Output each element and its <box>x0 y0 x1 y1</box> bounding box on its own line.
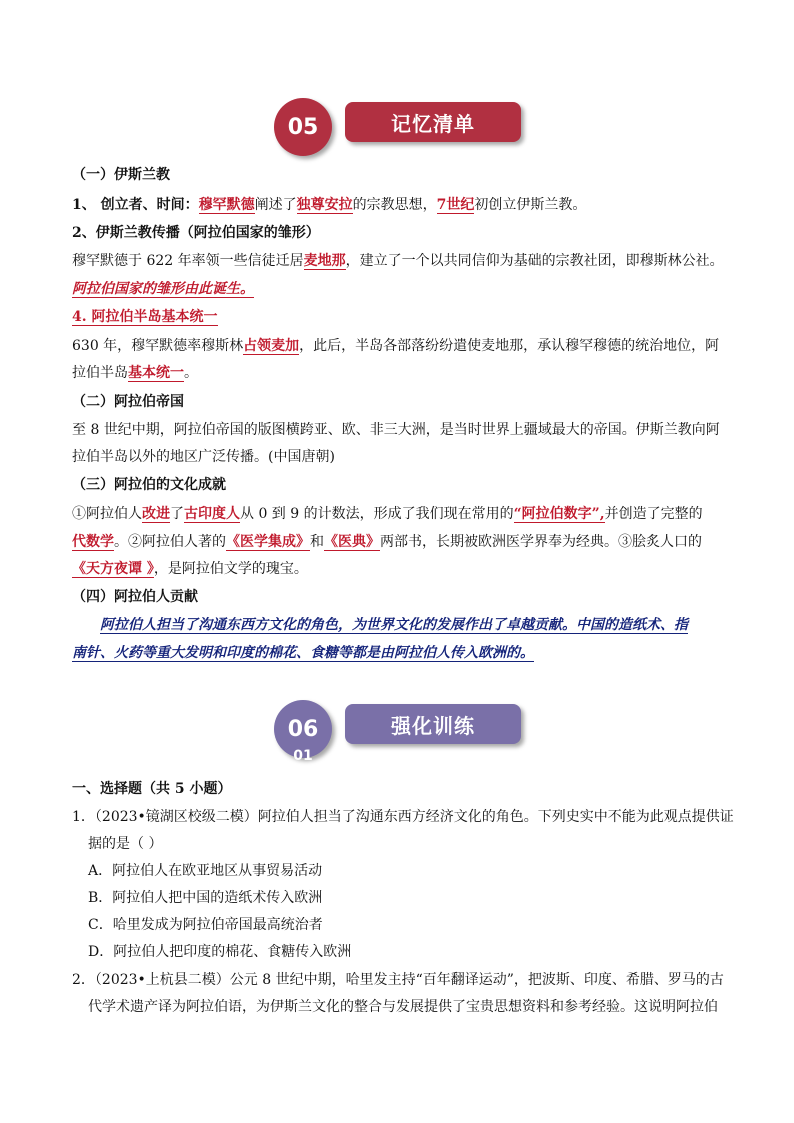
line-culture-3: 《天方夜谭 》，是阿拉伯文学的瑰宝。 <box>72 561 308 577</box>
line-contribution-1: 阿拉伯人担当了沟通东西方文化的角色，为世界文化的发展作出了卓越贡献。中国的造纸术、指 <box>100 617 688 633</box>
section-banner-06 <box>0 700 794 764</box>
option-a[interactable]: A．阿拉伯人在欧亚地区从事贸易活动 <box>88 863 323 879</box>
line-prototype: 阿拉伯国家的雏形由此诞生。 <box>72 281 254 297</box>
heading-contribution: （四）阿拉伯人贡献 <box>72 589 198 605</box>
line-mecca: 630 年，穆罕默德率穆斯林占领麦加，此后，半岛各部落纷纷遣使麦地那，承认穆罕穆德的统治地位，阿 <box>72 338 720 354</box>
section-number-badge: 05 <box>274 98 332 156</box>
line-unified: 拉伯半岛基本统一。 <box>72 365 198 381</box>
heading-choice: 一、选择题（共 5 小题） <box>72 781 232 797</box>
line-culture-1: ①阿拉伯人改进了古印度人从 0 到 9 的计数法，形成了我们现在常用的“阿拉伯数字”,并创造了完整的 <box>72 506 703 522</box>
heading-empire: （二）阿拉伯帝国 <box>72 394 184 410</box>
heading-culture: （三）阿拉伯的文化成就 <box>72 477 226 493</box>
line-founder: 1、 创立者、时间：穆罕默德阐述了独尊安拉的宗教思想，7世纪初创立伊斯兰教。 <box>72 197 587 213</box>
question-2-line-1: 2．（2023•上杭县二模）公元 8 世纪中期，哈里发主持“百年翻译运动”，把波斯、印度、希腊、罗马的古 <box>72 972 724 988</box>
question-1-line-1: 1．（2023•镜湖区校级二模）阿拉伯人担当了沟通东西方经济文化的角色。下列史实中不能为此观点提供证 <box>72 809 734 825</box>
line-culture-2: 代数学。②阿拉伯人著的《医学集成》和《医典》两部书，长期被欧洲医学界奉为经典。③脍炙人口的 <box>72 534 702 550</box>
heading-spread: 2、伊斯兰教传播（阿拉伯国家的雏形） <box>72 225 320 241</box>
option-c[interactable]: C．哈里发成为阿拉伯帝国最高统治者 <box>88 917 323 933</box>
line-empire-1: 至 8 世纪中期，阿拉伯帝国的版图横跨亚、欧、非三大洲，是当时世界上疆域最大的帝国。伊斯兰教向阿 <box>72 422 720 438</box>
line-contribution-2: 南针、火药等重大发明和印度的棉花、食糖等都是由阿拉伯人传入欧洲的。 <box>72 645 534 661</box>
heading-islam: （一）伊斯兰教 <box>72 167 170 183</box>
section-banner-05 <box>0 98 794 158</box>
heading-unification: 4. 阿拉伯半岛基本统一 <box>72 309 218 325</box>
section-title: 记忆清单 <box>345 102 521 142</box>
question-1-line-2: 据的是（ ） <box>88 836 163 852</box>
line-empire-2: 拉伯半岛以外的地区广泛传播。(中国唐朝) <box>72 449 335 465</box>
line-medina: 穆罕默德于 622 年率领一些信徒迁居麦地那，建立了一个以共同信仰为基础的宗教社团，即穆斯林公社。 <box>72 253 724 269</box>
option-b[interactable]: B．阿拉伯人把中国的造纸术传入欧洲 <box>88 890 323 906</box>
option-d[interactable]: D．阿拉伯人把印度的棉花、食糖传入欧洲 <box>88 944 352 960</box>
question-2-line-2: 代学术遗产译为阿拉伯语，为伊斯兰文化的整合与发展提供了宝贵思想资料和参考经验。这说明阿拉伯 <box>88 999 718 1015</box>
section-title: 强化训练 <box>345 704 521 744</box>
section-number-badge: 06 01 <box>274 700 332 758</box>
